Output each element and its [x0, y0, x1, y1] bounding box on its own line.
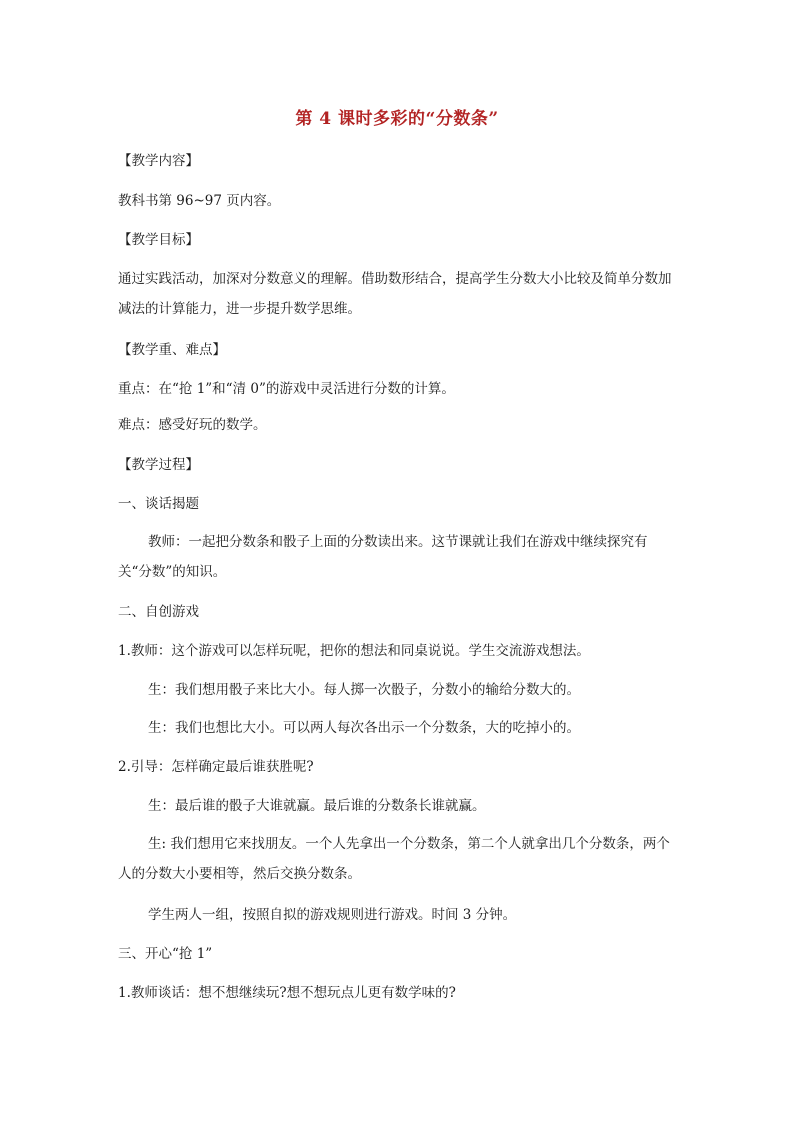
- difficult-point: 难点：感受好玩的数学。: [118, 417, 267, 433]
- page-title: 第 4 课时多彩的“分数条”: [295, 109, 499, 129]
- part2-item2: 2.引导：怎样确定最后谁获胜呢?: [118, 759, 314, 775]
- part2-item2-student1: 生：最后谁的骰子大谁就赢。最后谁的分数条长谁就赢。: [148, 798, 486, 814]
- part2-item1: 1.教师：这个游戏可以怎样玩呢，把你的想法和同桌说说。学生交流游戏想法。: [118, 643, 590, 659]
- content-heading: 【教学内容】: [118, 153, 199, 169]
- key-point: 重点：在“抢 1”和“清 0”的游戏中灵活进行分数的计算。: [118, 381, 455, 397]
- part2-item1-student1: 生：我们想用骰子来比大小。每人掷一次骰子，分数小的输给分数大的。: [148, 682, 580, 698]
- goal-heading: 【教学目标】: [118, 232, 199, 248]
- part2-heading: 二、自创游戏: [118, 604, 199, 620]
- part1-heading: 一、谈话揭题: [118, 496, 199, 512]
- part2-item2-student2: 生: 我们想用它来找朋友。一个人先拿出一个分数条，第二个人就拿出几个分数条，两个人的分数大小要相等，然后交换分数条。: [118, 836, 670, 882]
- part2-item2-student3: 学生两人一组，按照自拟的游戏规则进行游戏。时间 3 分钟。: [148, 907, 517, 923]
- part3-item1: 1.教师谈话：想不想继续玩?想不想玩点儿更有数学味的?: [118, 985, 456, 1001]
- key-heading: 【教学重、难点】: [118, 342, 226, 358]
- goal-text: 通过实践活动，加深对分数意义的理解。借助数形结合，提高学生分数大小比较及简单分数加减法的计算能力，进一步提升数学思维。: [118, 271, 672, 317]
- content-text: 教科书第 96~97 页内容。: [118, 193, 281, 209]
- part2-item1-student2: 生：我们也想比大小。可以两人每次各出示一个分数条，大的吃掉小的。: [148, 720, 580, 736]
- part3-heading: 三、开心“抢 1”: [118, 946, 213, 962]
- process-heading: 【教学过程】: [118, 457, 199, 473]
- part1-text: 教师：一起把分数条和骰子上面的分数读出来。这节课就让我们在游戏中继续探究有关“分数”的知识。: [118, 534, 648, 580]
